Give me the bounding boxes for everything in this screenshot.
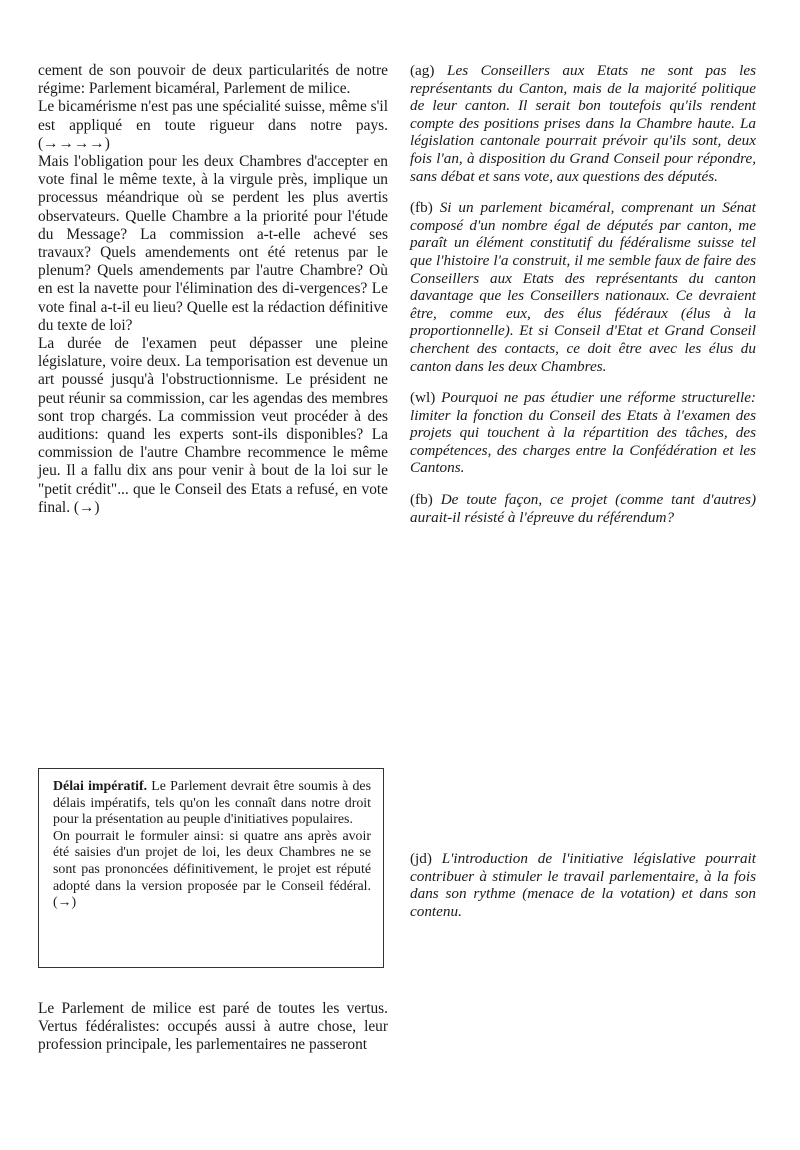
comment-fb — [410, 491, 756, 526]
box-title: Délai impératif. — [53, 779, 148, 794]
main-column — [38, 62, 388, 517]
main-column-continued — [38, 1000, 388, 1055]
comment-wl — [410, 389, 756, 477]
body-paragraph: Le bicamérisme n'est pas une spécialité suisse, même s'il est appliqué en toute rigueur dans notre pays. (→→→→) — [38, 98, 388, 152]
body-paragraph: cement de son pouvoir de deux particularités de notre régime: Parlement bicaméral, Parlement de milice. — [38, 62, 388, 98]
box-text: Le Parlement devrait être soumis à des délais impératifs, tels qu'on les connaît dans notre droit pour la présentation au peuple d'initiatives populaires. — [53, 779, 371, 828]
comment-text: De toute façon, ce projet (comme tant d'autres) aurait-il résisté à l'épreuve du référendum? — [410, 491, 757, 526]
body-paragraph: Le Parlement de milice est paré de toutes les vertus. Vertus fédéralistes: occupés aussi à autre chose, leur profession principale, les parlementaires ne passeront — [38, 1000, 388, 1054]
comment-author-tag: (ag) — [410, 62, 435, 79]
comment-text: Pourquoi ne pas étudier une réforme structurelle: limiter la fonction du Conseil des Etats à l'examen des projets qui touchent à la répartition des tâches, des compétences, des charges entre la Confédération et les Cantons. — [410, 389, 756, 477]
comment-author-tag: (jd) — [410, 850, 432, 867]
comments-column — [410, 62, 756, 540]
comment-text: Les Conseillers aux Etats ne sont pas les représentants du Canton, mais de la majorité politique de leur canton. Il serait bon toutefois qu'ils rendent compte des positions prises dans la Chambre haute. La législation cantonale pourrait prévoir qu'ils sont, deux fois l'an, à disposition du Grand Conseil pour répondre, sans débat et sans vote, aux questions des députés. — [410, 62, 756, 185]
body-paragraph: La durée de l'examen peut dépasser une pleine législature, voire deux. La temporisation est devenue un art poussé jusqu'à l'obstructionnisme. Le président ne peut réunir sa commission, car les agendas des membres sont trop chargés. La commission veut procéder à des auditions: quand les experts sont-ils disponibles? La commission de l'autre Chambre recommence le même jeu. Il a fallu dix ans pour venir à bout de la loi sur le "petit crédit"... que le Conseil des Etats a refusé, en vote final. (→) — [38, 335, 388, 516]
comment-fb — [410, 199, 756, 375]
comment-author-tag: (wl) — [410, 389, 436, 407]
box-paragraph: On pourrait le formuler ainsi: si quatre ans après avoir été saisies d'un projet de loi, les deux Chambres ne se sont pas prononcées définitivement, le projet est réputé adopté dans la version proposée par le Conseil fédéral. (→) — [53, 828, 371, 911]
comment-author-tag: (fb) — [410, 491, 433, 509]
proposal-box — [38, 768, 384, 968]
comment-text: L'introduction de l'initiative législative pourrait contribuer à stimuler le travail parlementaire, à la fois dans son rythme (menace de la votation) et dans son contenu. — [410, 850, 756, 920]
comment-jd — [410, 850, 756, 920]
comment-ag — [410, 62, 756, 185]
comment-author-tag: (fb) — [410, 199, 433, 217]
box-paragraph — [53, 779, 371, 829]
comment-text: Si un parlement bicaméral, comprenant un Sénat composé d'un nombre égal de députés par canton, me paraît un élément constitutif du fédéralisme suisse tel que l'histoire l'a construit, il me semble faux de faire des Conseillers aux Etats des représentants du canton davantage que les Conseillers nationaux. Ce devraient être, comme eux, des élus fédéraux (élus à la proportionnelle). Et si Conseil d'Etat et Grand Conseil cherchent des contacts, ce doit être avec les élus du canton dans les deux Chambres. — [410, 199, 756, 375]
body-paragraph: Mais l'obligation pour les deux Chambres d'accepter en vote final le même texte, à la virgule près, implique un processus méandrique où se perdent les plus avertis observateurs. Quelle Chambre a la priorité pour l'étude du Message? La commission a-t-elle achevé ses travaux? Quels amendements ont été retenus par le plenum? Quels amendements par l'autre Chambre? Où en est la navette pour l'élimination des di-vergences? Le vote final a-t-il eu lieu? Quelle est la rédaction définitive du texte de loi? — [38, 153, 388, 334]
